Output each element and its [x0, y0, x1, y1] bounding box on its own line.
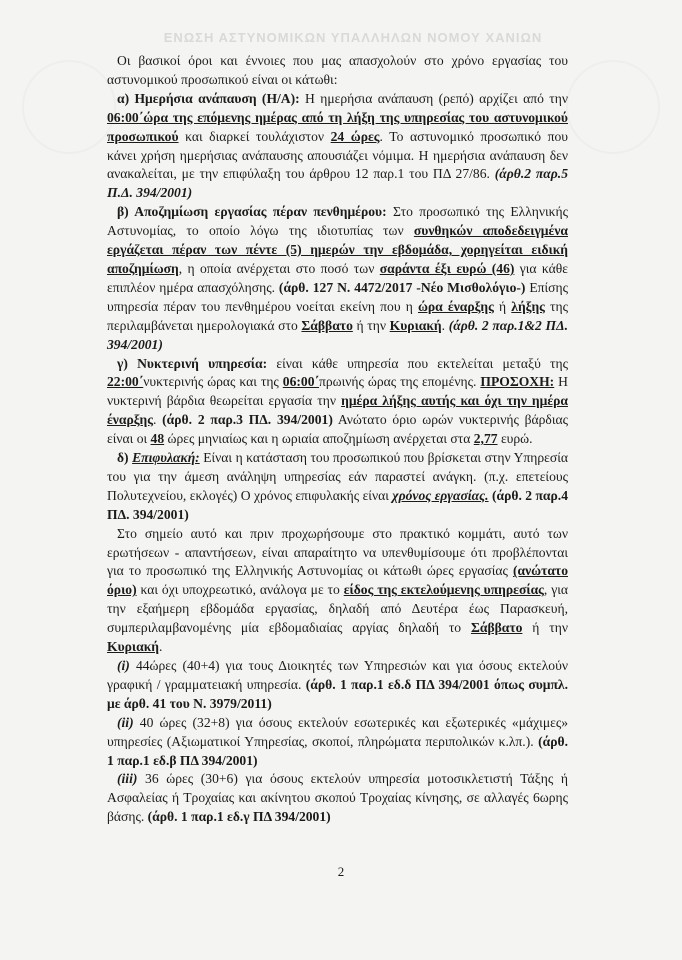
intro-paragraph: Οι βασικοί όροι και έννοιες που μας απασχολούν στο χρόνο εργασίας του αστυνομικού προσωπικού είναι οι κάτωθι: [107, 53, 568, 87]
list-item-iii: (iii) 36 ώρες (30+6) για όσους εκτελούν υπηρεσία μοτοσικλετιστή Τάξης ή Ασφαλείας ή Τροχαίας και ακίνητου σκοπού Τροχαίας κίνησης, σε αλλαγές 6ωρης βάσης. (άρθ. 1 παρ.1 εδ.γ ΠΔ 394/2001) [107, 771, 568, 825]
section-a-reference: (άρθ.2 παρ.5 Π.Δ. 394/2001) [107, 166, 568, 201]
list-item-i: (i) 44ώρες (40+4) για τους Διοικητές των Υπηρεσιών και για όσους εκτελούν γραφική / γραμματειακή υπηρεσία. (άρθ. 1 παρ.1 εδ.δ ΠΔ 394/2001 όπως συμπλ. με άρθ. 41 του Ν. 3979/2011) [107, 658, 568, 711]
section-b-reference-pd: (άρθ. 2 παρ.1&2 ΠΔ. 394/2001) [107, 317, 568, 352]
section-c-heading: γ) Νυκτερινή υπηρεσία: [117, 355, 268, 371]
list-item-ii: (ii) 40 ώρες (32+8) για όσους εκτελούν εσωτερικές και εξωτερικές «μάχιμες» υπηρεσίες (Αξιωματικοί Υπηρεσίας, σκοποί, πληρώματα περιπολικών κ.λπ.). (άρθ. 1 παρ.1 εδ.β ΠΔ 394/2001) [107, 714, 568, 768]
section-b-paragraph: β) Αποζημίωση εργασίας πέραν πενθημέρου: Στο προσωπικό της Ελληνικής Αστυνομίας, το οποίο λόγω της ιδιοτυπίας των συνθηκών αποδεδειγμένα εργάζεται πέραν των πέντε (5) ημερών την εβδομάδα, χορηγείται ειδική αποζημίωση, η οποία ανέρχεται στο ποσό των σαράντα έξι ευρώ (46) για κάθε επιπλέον ημέρα απασχόλησης. (άρθ. 127 Ν. 4472/2017 -Νέο Μισθολόγιο-) Επίσης υπηρεσία πέραν του πενθημέρου νοείται εκείνη που η ώρα έναρξης ή λήξης της περιλαμβάνεται ημερολογιακά στο Σάββατο ή την Κυριακή. (άρθ. 2 παρ.1&2 ΠΔ. 394/2001) [107, 204, 569, 352]
section-c-paragraph: γ) Νυκτερινή υπηρεσία: είναι κάθε υπηρεσία που εκτελείται μεταξύ της 22:00΄νυκτερινής ώρας και της 06:00΄πρωινής ώρας της επομένης. ΠΡΟΣΟΧΗ: Η νυκτερινή βάρδια θεωρείται εργασία την ημέρα λήξης αυτής και όχι την ημέρα έναρξης. (άρθ. 2 παρ.3 ΠΔ. 394/2001) Ανώτατο όριο ωρών νυκτερινής βάρδιας είναι οι 48 ώρες μηνιαίως και η ωριαία αποζημίωση ανέρχεται στα 2,77 ευρώ. [107, 355, 569, 447]
list-item-ii-reference: (άρθ. 1 παρ.1 εδ.β ΠΔ 394/2001) [107, 733, 568, 768]
reminder-paragraph: Στο σημείο αυτό και πριν προχωρήσουμε στο πρακτικό κομμάτι, αυτό των ερωτήσεων - απαντήσεων, είναι απαραίτητο να υπενθυμίσουμε ότι προβλέπονται για το προσωπικό της Ελληνικής Αστυνομίας οι κάτωθι ώρες εργασίας (ανώτατο όριο) και όχι υποχρεωτικό, ανάλογα με το είδος της εκτελούμενης υπηρεσίας, για την εξαήμερη εβδομάδα εργασίας, δηλαδή από Δευτέρα έως Παρασκευή, συμπεριλαμβανομένης μία εβδομαδιαίας αργίας δηλαδή το Σάββατο ή την Κυριακή. [107, 525, 568, 655]
page-number: 2 [337, 864, 345, 879]
section-a-heading: α) Ημερήσια ανάπαυση (Η/Α): [117, 90, 300, 106]
section-b-reference-law: (άρθ. 127 Ν. 4472/2017 -Νέο Μισθολόγιο-) [278, 279, 526, 295]
list-item-iii-reference: (άρθ. 1 παρ.1 εδ.γ ΠΔ 394/2001) [147, 809, 331, 825]
watermark-seal-right [566, 60, 660, 154]
section-d-paragraph: δ) Επιφυλακή: Είναι η κατάσταση του προσωπικού που βρίσκεται στην Υπηρεσία του για την άμεση ανάληψη υπηρεσίας εάν παραστεί ανάγκη. (π.χ. επετείους Πολυτεχνείου, εκλογές) Ο χρόνος επιφυλακής είναι χρόνος εργασίας. (άρθ. 2 παρ.4 ΠΔ. 394/2001) [107, 450, 569, 522]
section-a-paragraph: α) Ημερήσια ανάπαυση (Η/Α): Η ημερήσια ανάπαυση (ρεπό) αρχίζει από την 06:00΄ώρα της επόμενης ημέρας από τη λήξη της υπηρεσίας του αστυνομικού προσωπικού και διαρκεί τουλάχιστον 24 ώρες. Το αστυνομικό προσωπικό που κάνει χρήση ημερήσιας ανάπαυσης απουσιάζει νόμιμα. Η ημερήσια ανάπαυση δεν ανακαλείται, με την επιφύλαξη του άρθρου 12 παρ.1 του ΠΔ 27/86. (άρθ.2 παρ.5 Π.Δ. 394/2001) [107, 90, 568, 201]
section-c-reference: (άρθ. 2 παρ.3 ΠΔ. 394/2001) [162, 412, 333, 428]
document-body [107, 52, 568, 827]
section-b-heading: β) Αποζημίωση εργασίας πέραν πενθημέρου: [117, 204, 387, 220]
section-d-reference: (άρθ. 2 παρ.4 ΠΔ. 394/2001) [107, 487, 568, 522]
section-d-heading: Επιφυλακή: [132, 450, 200, 466]
attention-label: ΠΡΟΣΟΧΗ: [480, 374, 555, 390]
watermark-header: ΕΝΩΣΗ ΑΣΤΥΝΟΜΙΚΩΝ ΥΠΑΛΛΗΛΩΝ ΝΟΜΟΥ ΧΑΝΙΩΝ [163, 30, 543, 45]
list-item-i-reference: (άρθ. 1 παρ.1 εδ.δ ΠΔ 394/2001 όπως συμπλ. με άρθ. 41 του Ν. 3979/2011) [107, 676, 568, 711]
watermark-seal-left [22, 60, 116, 154]
